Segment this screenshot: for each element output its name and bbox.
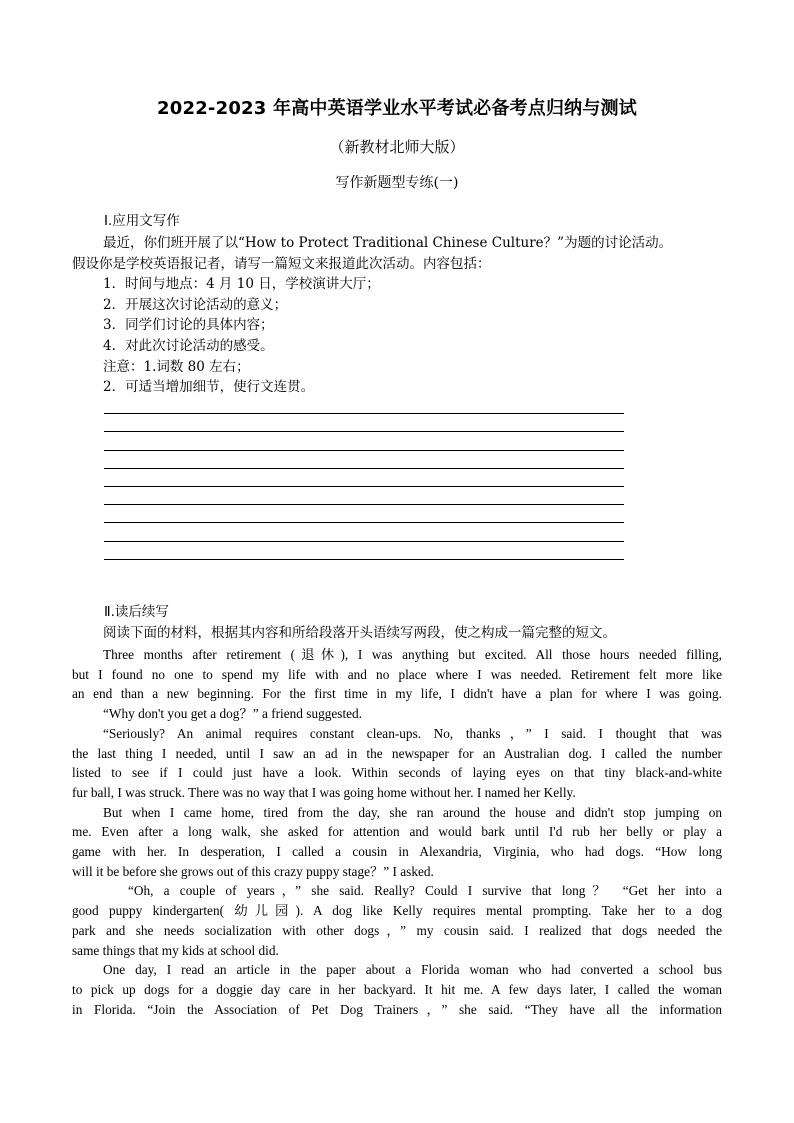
prompt-line: 3．同学们讨论的具体内容； bbox=[103, 317, 274, 334]
prompt-line: 假设你是学校英语报记者，请写一篇短文来报道此次活动。内容包括： bbox=[72, 255, 491, 272]
part1-prompt bbox=[72, 233, 722, 398]
prompt-line: 2．可适当增加细节，使行文连贯。 bbox=[103, 379, 315, 396]
passage-line: “Seriously? An animal requires constant clean-ups. No, thanks，” I said. I thought that was bbox=[103, 725, 722, 741]
answer-line bbox=[104, 542, 624, 560]
passage-line: the last thing I needed, until I saw an ad in the newspaper for an Australian dog. I called the number bbox=[72, 745, 722, 761]
part1-heading: Ⅰ.应用文写作 bbox=[104, 213, 180, 229]
part2-instruction bbox=[72, 623, 722, 644]
passage-line: me. Even after a long walk, she asked for attention and would bark until I'd rub her belly or play a bbox=[72, 824, 722, 840]
passage-line: will it be before she grows out of this crazy puppy stage？” I asked. bbox=[72, 863, 434, 879]
instruction-line: 阅读下面的材料，根据其内容和所给段落开头语续写两段，使之构成一篇完整的短文。 bbox=[103, 625, 616, 641]
answer-lines bbox=[104, 396, 624, 560]
prompt-line: 4．对此次讨论活动的感受。 bbox=[103, 337, 274, 354]
prompt-line: 注意：1.词数 80 左右； bbox=[103, 358, 250, 375]
passage-line: good puppy kindergarten( 幼儿园). A dog like Kelly requires mental prompting. Take her to a dog bbox=[72, 903, 722, 919]
passage-line: an end than a new beginning. For the first time in my life, I didn't have a plan for where I was going. bbox=[72, 686, 722, 702]
passage-line: But when I came home, tired from the day, she ran around the house and didn't stop jumping on bbox=[103, 804, 722, 820]
passage-line: same things that my kids at school did. bbox=[72, 942, 279, 958]
passage-line: fur ball, I was struck. There was no way that I was going home without her. I named her Kelly. bbox=[72, 784, 576, 800]
answer-line bbox=[104, 487, 624, 505]
answer-line bbox=[104, 451, 624, 469]
passage-line: listed to see if I could just have a look. Within seconds of laying eyes on that tiny black-and-white bbox=[72, 765, 722, 781]
reading-passage bbox=[72, 645, 722, 1019]
part2-heading: Ⅱ.读后续写 bbox=[104, 604, 169, 620]
prompt-line: 2．开展这次讨论活动的意义； bbox=[103, 296, 288, 313]
document-subtitle: （新教材北师大版） bbox=[329, 138, 465, 156]
passage-line: in Florida. “Join the Association of Pet Dog Trainers，” she said. “They have all the information bbox=[72, 1001, 722, 1017]
answer-line bbox=[104, 414, 624, 432]
passage-line: “Oh, a couple of years，” she said. Really? Could I survive that long？ “Get her into a bbox=[128, 883, 722, 899]
passage-line: but I found no one to spend my life with and no place where I was needed. Retirement felt more like bbox=[72, 666, 722, 682]
answer-line bbox=[104, 396, 624, 414]
passage-line: game with her. In desperation, I called a cousin in Alexandria, Virginia, who had dogs. “How long bbox=[72, 844, 722, 860]
answer-line bbox=[104, 432, 624, 450]
passage-line: park and she needs socialization with other dogs，” my cousin said. I realized that dogs needed the bbox=[72, 922, 722, 938]
prompt-line: 1．时间与地点：4 月 10 日，学校演讲大厅； bbox=[103, 276, 380, 293]
prompt-line: 最近，你们班开展了以“How to Protect Traditional Chinese Culture？”为题的讨论活动。 bbox=[103, 235, 673, 251]
passage-line: One day, I read an article in the paper about a Florida woman who had converted a school bus bbox=[103, 962, 722, 978]
section-title: 写作新题型专练(一) bbox=[335, 175, 459, 191]
passage-line: “Why don't you get a dog？” a friend suggested. bbox=[103, 706, 363, 722]
answer-line bbox=[104, 469, 624, 487]
passage-line: to pick up dogs for a doggie day care in her backyard. It hit me. A few days later, I called the woman bbox=[72, 981, 722, 997]
passage-line: Three months after retirement (退休), I was anything but excited. All those hours needed filling, bbox=[103, 647, 722, 662]
document-title: 2022-2023 年高中英语学业水平考试必备考点归纳与测试 bbox=[157, 98, 637, 119]
answer-line bbox=[104, 505, 624, 523]
answer-line bbox=[104, 523, 624, 541]
